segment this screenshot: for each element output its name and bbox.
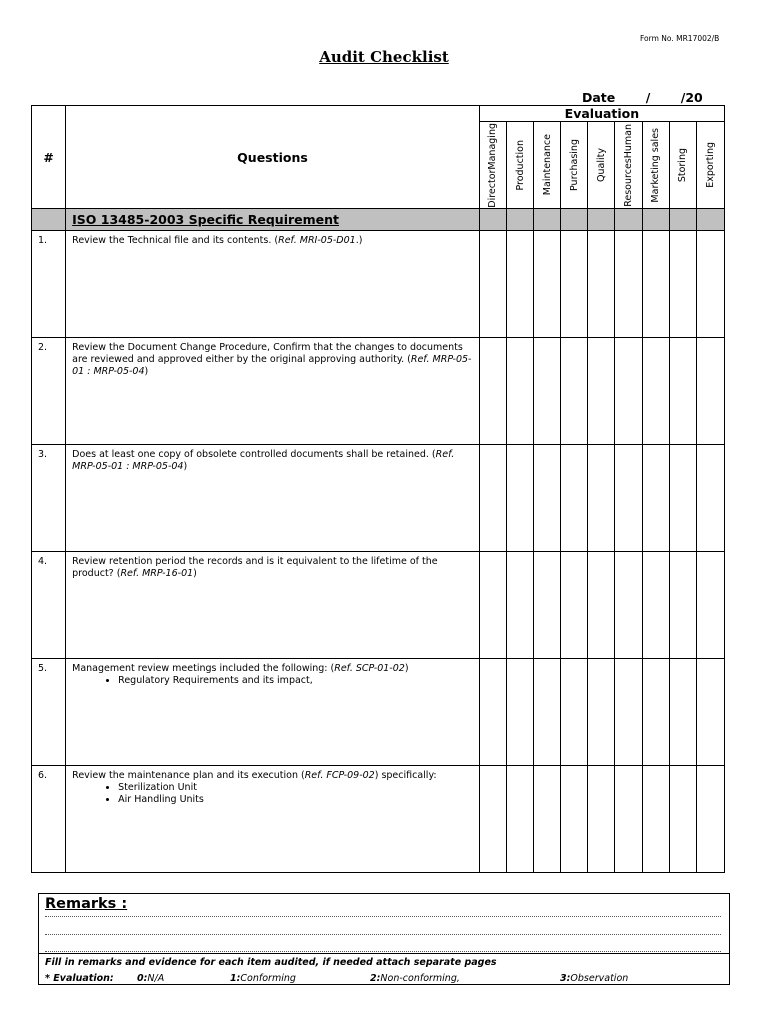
legend-code: 2: [370,973,381,984]
evaluation-cell[interactable] [615,445,642,552]
remarks-divider [39,953,729,954]
question-reference: Ref. MRI-05-D01 [278,235,356,246]
evaluation-cell[interactable] [534,766,561,873]
department-column-header [696,122,724,209]
department-column-header [561,122,588,209]
questions-column-header: Questions [66,106,480,209]
evaluation-cell[interactable] [588,552,615,659]
legend-label: Non-conforming, [380,973,460,984]
question-text [66,445,480,552]
question-number: 2. [32,338,66,445]
question-body: Review the maintenance plan and its execution ( [72,770,305,781]
question-reference: Ref. MRP-05-01 : MRP-05-04 [72,354,472,377]
question-tail: ) [183,461,188,472]
number-column-header: # [32,106,66,209]
question-number: 5. [32,659,66,766]
department-label: Purchasing [568,139,580,191]
evaluation-cell[interactable] [642,552,669,659]
evaluation-cell[interactable] [479,766,506,873]
remarks-box [38,893,730,985]
evaluation-cell[interactable] [669,659,696,766]
department-label: ResourcesHuman [622,123,634,207]
evaluation-cell[interactable] [506,338,533,445]
evaluation-cell[interactable] [506,445,533,552]
evaluation-cell[interactable] [642,338,669,445]
evaluation-cell[interactable] [615,552,642,659]
list-item: • Sterilization Unit [118,782,473,794]
question-tail: .) [355,235,363,246]
department-label: Exporting [704,142,716,188]
department-column-header [669,122,696,209]
legend-prefix: * Evaluation: [45,973,114,984]
legend-label: Observation [570,973,629,984]
table-row [32,659,725,766]
question-number: 1. [32,231,66,338]
legend-label: N/A [147,973,165,984]
evaluation-cell[interactable] [561,231,588,338]
question-body: Review retention period the records and is it equivalent to the lifetime of the product? ( [72,556,438,579]
evaluation-cell[interactable] [642,766,669,873]
fill-instructions: Fill in remarks and evidence for each item audited, if needed attach separate pages [45,957,497,968]
question-body: Management review meetings included the following: ( [72,663,335,674]
table-row [32,231,725,338]
department-column-header [534,122,561,209]
evaluation-cell[interactable] [615,231,642,338]
evaluation-cell[interactable] [642,445,669,552]
table-row [32,766,725,873]
evaluation-cell[interactable] [506,552,533,659]
evaluation-cell[interactable] [669,231,696,338]
question-body: Review the Technical file and its contents. ( [72,235,279,246]
question-reference: Ref. MRP-16-01 [120,568,194,579]
list-item: • Regulatory Requirements and its impact, [118,675,473,687]
department-column-header [506,122,533,209]
evaluation-cell[interactable] [696,445,724,552]
list-item: • Air Handling Units [118,794,473,806]
evaluation-cell[interactable] [696,231,724,338]
question-number: 6. [32,766,66,873]
question-text [66,552,480,659]
department-label: Quality [595,148,607,182]
evaluation-cell[interactable] [479,552,506,659]
evaluation-cell[interactable] [642,659,669,766]
question-number: 4. [32,552,66,659]
department-label: Marketing sales [650,127,662,203]
legend-code: 1: [230,973,241,984]
evaluation-cell[interactable] [669,552,696,659]
evaluation-cell[interactable] [479,338,506,445]
remarks-line[interactable] [45,951,721,952]
question-body: Does at least one copy of obsolete controlled documents shall be retained. ( [72,449,436,460]
legend-code: 0: [137,973,148,984]
audit-checklist-table [31,105,725,873]
date-field-label: Date / /20 [582,90,703,105]
question-tail: ) [193,568,197,579]
question-text [66,231,480,338]
evaluation-cell[interactable] [588,338,615,445]
evaluation-cell[interactable] [479,231,506,338]
question-tail: ) [144,366,149,377]
page-title: Audit Checklist [319,48,449,66]
department-label: Maintenance [541,134,553,196]
legend-label: Conforming [240,973,296,984]
evaluation-cell[interactable] [479,445,506,552]
evaluation-cell[interactable] [588,231,615,338]
evaluation-cell[interactable] [561,445,588,552]
question-text [66,338,480,445]
evaluation-cell[interactable] [561,659,588,766]
question-tail: ) specifically: [374,770,437,781]
evaluation-cell[interactable] [534,445,561,552]
legend-code: 3: [560,973,571,984]
table-row [32,338,725,445]
evaluation-cell[interactable] [534,231,561,338]
question-text [66,766,480,873]
remarks-title: Remarks : [45,896,128,912]
question-number: 3. [32,445,66,552]
question-reference: Ref. FCP-09-02 [304,770,375,781]
department-label: DirectorManaging [487,122,499,208]
evaluation-cell[interactable] [669,445,696,552]
evaluation-cell[interactable] [696,552,724,659]
remarks-line[interactable] [45,934,721,935]
evaluation-cell[interactable] [588,766,615,873]
evaluation-cell[interactable] [696,766,724,873]
department-label: Production [514,139,526,191]
evaluation-cell[interactable] [615,766,642,873]
question-reference: Ref. MRP-05-01 : MRP-05-04 [72,449,455,472]
evaluation-cell[interactable] [534,338,561,445]
remarks-line[interactable] [45,916,721,917]
evaluation-cell[interactable] [642,231,669,338]
question-tail: ) [404,663,409,674]
evaluation-cell[interactable] [479,659,506,766]
question-body: Review the Document Change Procedure, Confirm that the changes to documents are reviewed and approved either by the original approving authority. ( [72,342,463,365]
table-row [32,445,725,552]
table-row [32,552,725,659]
evaluation-cell[interactable] [534,552,561,659]
evaluation-cell[interactable] [696,659,724,766]
evaluation-cell[interactable] [588,659,615,766]
evaluation-cell[interactable] [561,552,588,659]
evaluation-cell[interactable] [615,338,642,445]
bullet-list [72,675,473,687]
evaluation-cell[interactable] [506,766,533,873]
form-number: Form No. MR17002/B [640,34,720,43]
department-column-header [588,122,615,209]
evaluation-cell[interactable] [534,659,561,766]
evaluation-cell[interactable] [561,338,588,445]
evaluation-cell[interactable] [696,338,724,445]
evaluation-cell[interactable] [561,766,588,873]
evaluation-cell[interactable] [506,659,533,766]
question-reference: Ref. SCP-01-02 [334,663,405,674]
department-label: Storing [677,147,689,183]
evaluation-cell[interactable] [669,766,696,873]
evaluation-cell[interactable] [615,659,642,766]
section-heading: ISO 13485-2003 Specific Requirement [66,209,480,231]
department-column-header [615,122,642,209]
evaluation-cell[interactable] [669,338,696,445]
evaluation-header: Evaluation [479,106,724,122]
department-column-header [642,122,669,209]
department-column-header [479,122,506,209]
evaluation-cell[interactable] [588,445,615,552]
evaluation-cell[interactable] [506,231,533,338]
bullet-list [72,782,473,806]
question-text [66,659,480,766]
